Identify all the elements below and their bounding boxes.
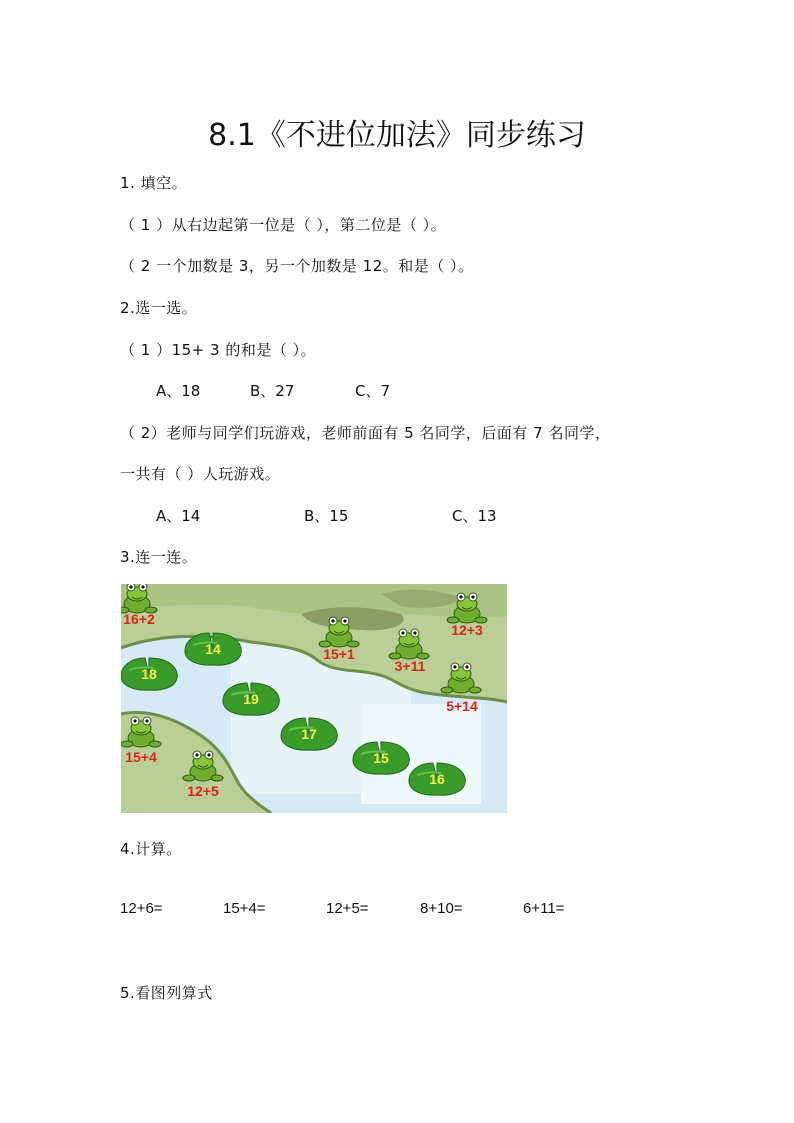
frog-label: 3+11 xyxy=(394,658,426,674)
frog-label: 5+14 xyxy=(446,698,478,714)
lily-pad-19 xyxy=(223,683,279,715)
q5-heading: 5.看图列算式 xyxy=(120,984,213,1002)
frog-label: 15+4 xyxy=(125,749,157,765)
q1-heading: 1. 填空。 xyxy=(120,174,188,192)
frog-label: 12+5 xyxy=(187,783,219,799)
lily-pad-17 xyxy=(281,718,337,750)
frog-pond-illustration xyxy=(121,584,507,813)
q2-sub2-option-b: B、15 xyxy=(304,507,349,525)
q2-sub1-option-b: B、27 xyxy=(250,382,295,400)
q4-heading: 4.计算。 xyxy=(120,840,182,858)
calc-problem-5: 6+11= xyxy=(523,900,565,917)
frog-label: 15+1 xyxy=(323,646,355,662)
lily-pad-label: 18 xyxy=(141,666,157,682)
q2-sub1-option-c: C、7 xyxy=(355,382,391,400)
q2-sub2-option-c: C、13 xyxy=(452,507,497,525)
calc-problem-2: 15+4= xyxy=(223,900,266,917)
q2-sub2-question-line1: （ 2）老师与同学们玩游戏，老师前面有 5 名同学，后面有 7 名同学， xyxy=(120,424,611,442)
lily-pad-label: 19 xyxy=(243,691,259,707)
q1-item-2: （ 2 一个加数是 3，另一个加数是 12。和是（ ）。 xyxy=(120,257,474,275)
q2-heading: 2.选一选。 xyxy=(120,299,198,317)
lily-pad-18 xyxy=(121,658,177,690)
q2-sub1-option-a: A、18 xyxy=(156,382,201,400)
frog-label: 16+2 xyxy=(123,611,155,627)
lily-pad-14 xyxy=(185,633,241,665)
lily-pad-15 xyxy=(353,742,409,774)
calc-problem-4: 8+10= xyxy=(420,900,463,917)
frog-label: 12+3 xyxy=(451,622,483,638)
lily-pad-label: 14 xyxy=(205,641,221,657)
q2-sub2-option-a: A、14 xyxy=(156,507,201,525)
lily-pad-label: 16 xyxy=(429,771,445,787)
page-title: 8.1《不进位加法》同步练习 xyxy=(208,118,586,153)
lily-pad-16 xyxy=(409,763,465,795)
lily-pad-label: 17 xyxy=(301,726,317,742)
calc-problem-1: 12+6= xyxy=(120,900,163,917)
lily-pad-label: 15 xyxy=(373,750,389,766)
q2-sub1-question: （ 1 ）15+ 3 的和是（ ）。 xyxy=(120,341,317,359)
q1-item-1: （ 1 ）从右边起第一位是（ ），第二位是（ ）。 xyxy=(120,216,447,234)
q3-heading: 3.连一连。 xyxy=(120,548,198,566)
calc-problem-3: 12+5= xyxy=(326,900,369,917)
q2-sub2-question-line2: 一共有（ ）人玩游戏。 xyxy=(120,465,281,483)
